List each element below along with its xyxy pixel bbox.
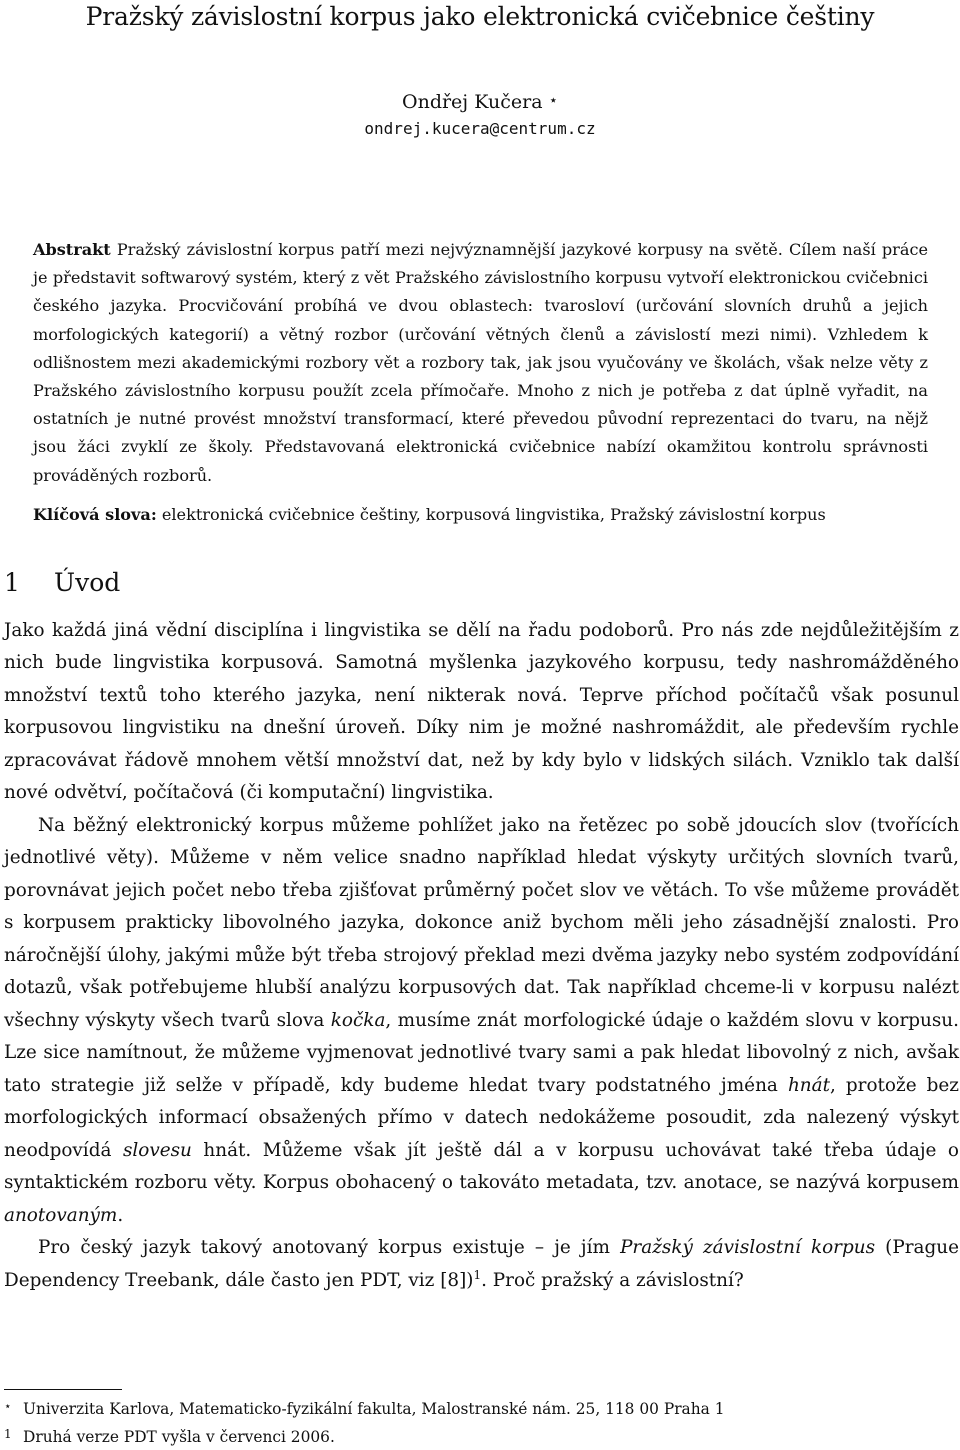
paper-title: Pražský závislostní korpus jako elektronická cvičebnice češtiny <box>85 2 875 31</box>
para2-italic-kocka: kočka <box>330 1009 386 1031</box>
para2-part-b: , musíme znát morfologické údaje o každém slovu v korpusu. Lze sice namítnout, že můžeme vyjmenovat jednotlivé tvary sami a pak hledat libovolný z nich, avšak tato strategie již selže v případě, kdy budeme hledat tvary podstatného jména <box>4 1009 959 1096</box>
body-text <box>4 615 959 1298</box>
paragraph-1: Jako každá jiná vědní disciplína i lingvistika se dělí na řadu podoborů. Pro nás zde nejdůležitějším z nich bude lingvistika korpusová. Samotná myšlenka jazykového korpusu, tedy nashromážděného množství textů toho kterého jazyka, není nikterak nová. Teprve příchod počítačů však posunul korpusovou lingvistiku na dnešní úroveň. Díky nim je možné nashromáždit, ale především rychle zpracovávat řádově mnohem větší množství dat, než by kdy bylo v lidských silách. Vzniklo tak další nové odvětví, počítačová (či komputační) lingvistika. <box>4 619 959 804</box>
para3-part-c: . Proč pražský a závislostní? <box>481 1269 744 1291</box>
footnote-1-mark: 1 <box>4 1427 12 1441</box>
para2-part-a: Na běžný elektronický korpus můžeme pohlížet jako na řetězec po sobě jdoucích slov (tvořících jednotlivé věty). Můžeme v něm velice snadno například hledat výskyty určitých slovních tvarů, porovnávat jejich počet nebo třeba zjišťovat průměrný počet slov ve větách. To vše můžeme provádět s korpusem prakticky libovolného jazyka, dokonce aniž bychom měli jeho zásadnější znalosti. Pro náročnější úlohy, jakými může být třeba strojový překlad mezi dvěma jazyky nebo systém zodpovídání dotazů, však potřebujeme hlubší analýzu korpusových dat. Tak například chceme-li v korpusu nalézt všechny výskyty všech tvarů slova <box>4 814 959 1031</box>
para3-part-b: (Prague Dependency Treebank, dále často jen PDT, viz [8]) <box>4 1237 959 1291</box>
footnotes <box>4 1394 954 1450</box>
para2-part-e: . <box>117 1204 124 1226</box>
footnote-star-mark: ⋆ <box>4 1399 12 1413</box>
para3-part-a: Pro český jazyk takový anotovaný korpus existuje – je jím <box>38 1237 610 1259</box>
footnote-affiliation <box>4 1394 954 1422</box>
footnote-ref-1[interactable]: 1 <box>473 1267 482 1282</box>
para2-part-c: , protože bez morfologických informací obsažených přímo v datech nedokážeme posoudit, zda nalezený výskyt neodpovídá <box>4 1074 959 1161</box>
footnote-affiliation-text: Univerzita Karlova, Matematicko-fyzikální fakulta, Malostranské nám. 25, 118 00 Praha 1 <box>23 1400 725 1418</box>
abstract <box>33 236 928 490</box>
para2-part-d: hnát. Můžeme však jít ještě dál a v korpusu uchovávat také třeba údaje o syntaktickém rozboru věty. Korpus obohacený o takováto metadata, tzv. anotace, se nazývá korpusem <box>4 1139 959 1194</box>
author-email: ondrej.kucera@centrum.cz <box>364 119 596 138</box>
section-heading <box>4 563 960 603</box>
para2-italic-hnat: hnát <box>787 1074 830 1096</box>
para3-italic-pdt: Pražský závislostní korpus <box>620 1237 876 1259</box>
paragraph-3 <box>4 1232 959 1297</box>
author-line <box>0 88 960 114</box>
section-title: Úvod <box>54 567 121 597</box>
footnote-divider <box>4 1389 122 1390</box>
para2-italic-anotovanym: anotovaným <box>4 1204 118 1226</box>
keywords-label: Klíčová slova: <box>33 504 157 524</box>
paragraph-2 <box>4 810 959 1233</box>
author-footnote-mark: ⋆ <box>548 91 558 109</box>
keywords-text: elektronická cvičebnice češtiny, korpusová lingvistika, Pražský závislostní korpus <box>161 504 826 524</box>
author-name: Ondřej Kučera <box>402 91 543 113</box>
keywords <box>33 500 928 529</box>
para2-italic-slovesu: slovesu <box>122 1139 192 1161</box>
abstract-label: Abstrakt <box>33 240 111 259</box>
footnote-1-text: Druhá verze PDT vyšla v červenci 2006. <box>23 1428 335 1446</box>
abstract-text: Pražský závislostní korpus patří mezi nejvýznamnější jazykové korpusy na světě. Cílem naší práce je představit softwarový systém, který z vět Pražského závislostního korpusu vytvoří elektronickou cvičebnici českého jazyka. Procvičování probíhá ve dvou oblastech: tvarosloví (určování slovních druhů a jejich morfologických kategorií) a větný rozbor (určování větných členů a závislostí mezi nimi). Vzhledem k odlišnostem mezi akademickými rozbory vět a rozbory tak, jak jsou vyučovány ve školách, však nelze věty z Pražského závislostního korpusu použít zcela přímočaře. Mnoho z nich je potřeba z dat úplně vyřadit, na ostatních je nutné provést množství transformací, které převedou původní reprezentaci do tvaru, na nějž jsou žáci zvyklí ze školy. Představovaná elektronická cvičebnice nabízí okamžitou kontrolu správnosti prováděných rozborů. <box>33 240 928 485</box>
section-number: 1 <box>4 567 20 597</box>
